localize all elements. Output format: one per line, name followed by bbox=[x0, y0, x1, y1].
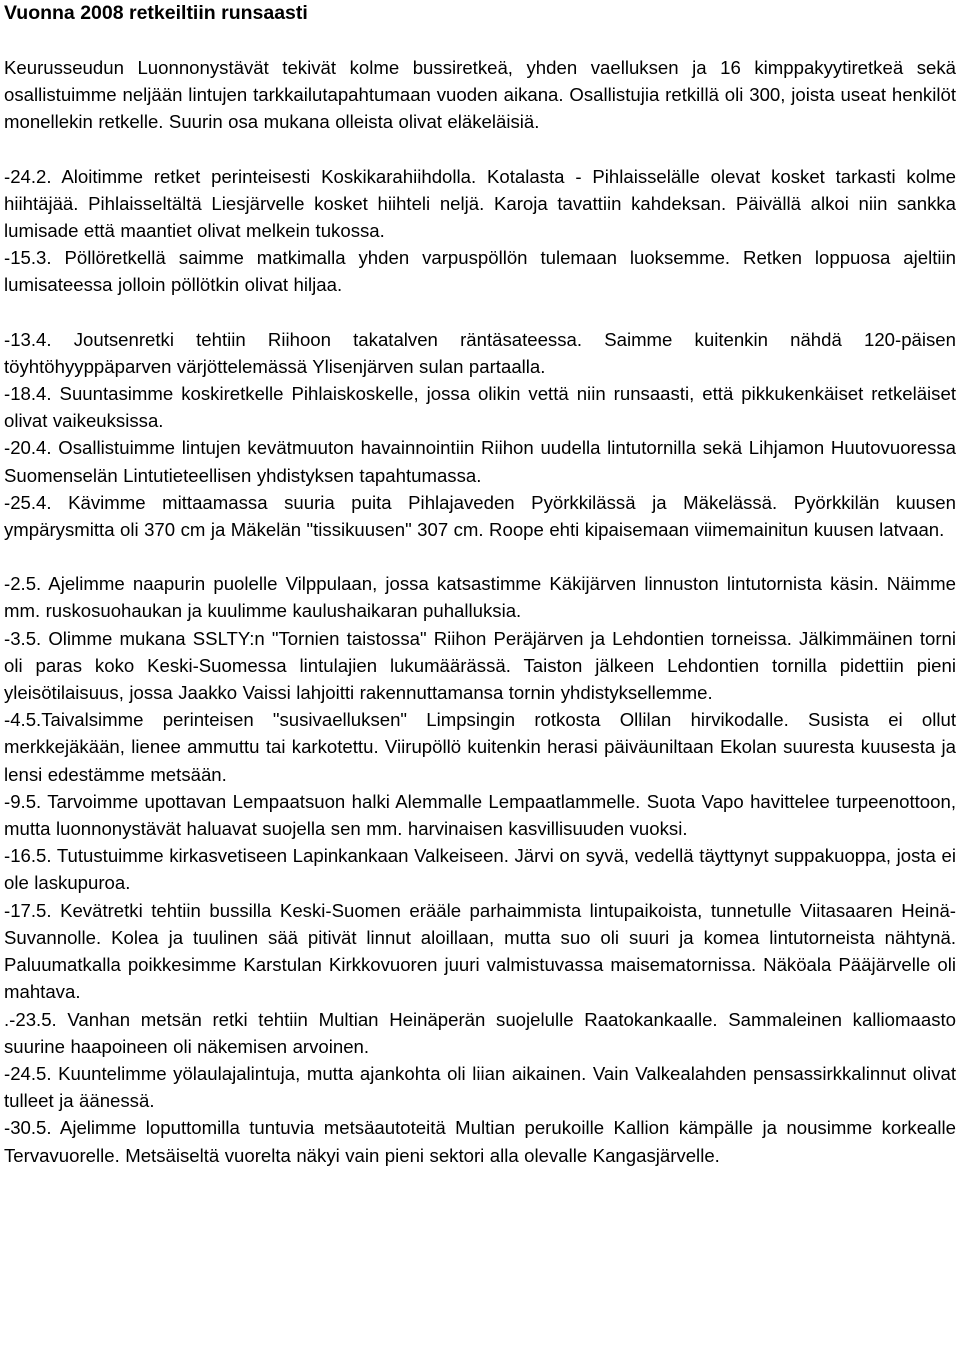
paragraph-13-4: -13.4. Joutsenretki tehtiin Riihoon takatalven räntäsateessa. Saimme kuitenkin nähdä 120-päisen töyhtöhyyppäparven värjöttelemässä Ylisenjärven sulan partaalla. bbox=[4, 328, 956, 377]
paragraph-intro: Keurusseudun Luonnonystävät tekivät kolme bussiretkeä, yhden vaelluksen ja 16 kimppakyytiretkeä sekä osallistuimme neljään lintujen tarkkailutapahtumaan vuoden aikana. Osallistujia retkillä oli 300, joista useat henkilöt monellekin retkelle. Suurin osa mukana olleista olivat eläkeläisiä. bbox=[4, 57, 956, 133]
spacer bbox=[4, 27, 956, 54]
paragraph-15-3: -15.3. Pöllöretkellä saimme matkimalla yhden varpuspöllön tulemaan luoksemme. Retken loppuosa ajeltiin lumisateessa jolloin pöllötkin olivat hiljaa. bbox=[4, 247, 956, 296]
paragraph-30-5: -30.5. Ajelimme loputtomilla tuntuvia metsäautoteitä Multian perukoille Kallion kämpälle ja nousimme korkealle Tervavuorelle. Metsäiseltä vuorelta näkyi vain pieni sektori alla olevalle Kangasjärvelle. bbox=[4, 1117, 956, 1166]
paragraph-25-4: -25.4. Kävimme mittaamassa suuria puita Pihlajaveden Pyörkkilässä ja Mäkelässä. Pyörkkilän kuusen ympärysmitta oli 370 cm ja Mäkelän "tissikuusen" 307 cm. Roope ehti kipaisemaan viimemainitun kuusen latvaan. bbox=[4, 491, 956, 541]
paragraph-24-2: -24.2. Aloitimme retket perinteisesti Koskikarahiihdolla. Kotalasta - Pihlaisselälle olevat kosket tarkasti kolme hiihtäjää. Pihlaisseltältä Liesjärvelle kosket hiihteli neljä. Karoja tavattiin kahdeksan. Päivällä alkoi niin sankka lumisade että maantiet olivat melkein tukossa. bbox=[4, 165, 956, 242]
paragraph-24-5: -24.5. Kuuntelimme yölaulajalintuja, mutta ajankohta oli liian aikainen. Vain Valkealahden pensassirkkalinnut olivat tulleet ja äänessä. bbox=[4, 1062, 956, 1112]
spacer bbox=[4, 136, 956, 163]
paragraph-23-5: .-23.5. Vanhan metsän retki tehtiin Multian Heinäperän suojelulle Raatokankaalle. Sammaleinen kalliomaasto suurine haapoineen oli näkemisen arvoinen. bbox=[4, 1008, 956, 1057]
paragraph-3-5: -3.5. Olimme mukana SSLTY:n "Tornien taistossa" Riihon Peräjärven ja Lehdontien torneissa. Jälkimmäinen torni oli paras koko Keski-Suomessa lintulajien lukumäärässä. Taiston jälkeen Lehdontien tornilla pidettiin pieni yleisötilaisuus, jossa Jaakko Vaissi lahjoitti rakennuttamansa tornin yhdistyksellemme. bbox=[4, 627, 956, 704]
paragraph-17-5: -17.5. Kevätretki tehtiin bussilla Keski-Suomen erääle parhaimmista lintupaikoista, tunnetulle Viitasaaren Heinä-Suvannolle. Kolea ja tuulinen sää pitivät linnut aloillaan, mutta suo oli suuri ja komea lintutorneista nähtynä. Paluumatkalla poikkesimme Karstulan Kirkkovuoren juuri valmistuvassa maisematornissa. Näköala Pääjärvelle oli mahtava. bbox=[4, 899, 956, 1003]
spacer bbox=[4, 299, 956, 326]
paragraph-2-5: -2.5. Ajelimme naapurin puolelle Vilppulaan, jossa katsastimme Käkijärven linnuston lintutornista käsin. Näimme mm. ruskosuohaukan ja kuulimme kaulushaikaran puhalluksia. bbox=[4, 573, 956, 622]
paragraph-20-4: -20.4. Osallistuimme lintujen kevätmuuton havainnointiin Riihon uudella lintutornilla sekä Lihjamon Huutovuoressa Suomenselän Lintutieteellisen yhdistyksen tapahtumassa. bbox=[4, 437, 956, 486]
document-title: Vuonna 2008 retkeiltiin runsaasti bbox=[4, 2, 308, 24]
paragraph-18-4: -18.4. Suuntasimme koskiretkelle Pihlaiskoskelle, jossa olikin vettä niin runsaasti, että pikkukenkäiset retkeläiset olivat vaikeuksissa. bbox=[4, 383, 956, 432]
paragraph-9-5: -9.5. Tarvoimme upottavan Lempaatsuon halki Alemmalle Lempaatlammelle. Suota Vapo havittelee turpeenottoon, mutta luonnonystävät haluavat suojella sen mm. harvinaisen kasvillisuuden vuoksi. bbox=[4, 790, 956, 840]
paragraph-16-5: -16.5. Tutustuimme kirkasvetiseen Lapinkankaan Valkeiseen. Järvi on syvä, vedellä täyttynyt suppakuoppa, josta ei ole laskupuroa. bbox=[4, 845, 956, 894]
paragraph-4-5: -4.5.Taivalsimme perinteisen "susivaelluksen" Limpsingin rotkosta Ollilan hirvikodalle. Susista ei ollut merkkejäkään, lienee ammuttu tai karkotettu. Viirupöllö kuitenkin herasi päiväuniltaan Ekolan suuresta kuusesta ja lensi edestämme metsään. bbox=[4, 709, 956, 785]
spacer bbox=[4, 543, 956, 570]
